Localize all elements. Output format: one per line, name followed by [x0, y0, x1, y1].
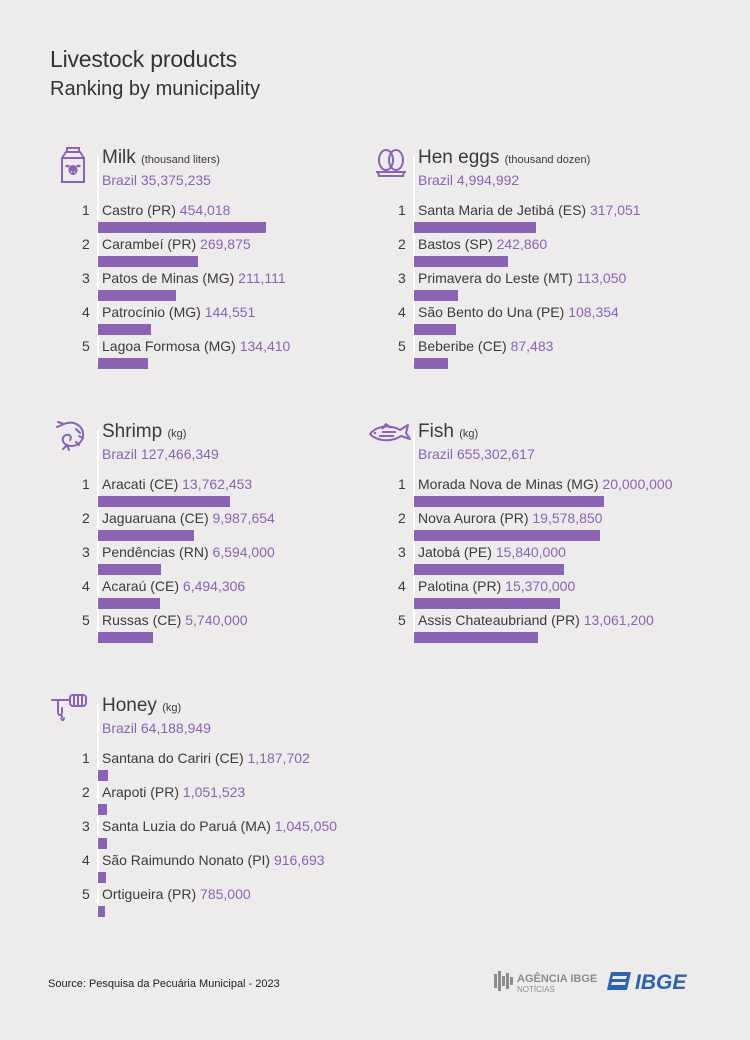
bar — [98, 256, 198, 267]
data-label: 20,000,000 — [602, 476, 673, 492]
panel-unit: (thousand dozen) — [504, 154, 591, 166]
panel-milk — [50, 142, 370, 372]
rank-number: 3 — [398, 544, 406, 560]
data-label: 108,354 — [568, 304, 619, 320]
data-label: 9,987,654 — [212, 510, 275, 526]
list-item — [366, 610, 686, 644]
bar — [98, 358, 148, 369]
data-label: 1,051,523 — [182, 784, 246, 800]
bar — [98, 564, 161, 575]
municipality-name: Castro (PR) — [102, 202, 176, 218]
tick-label — [102, 476, 252, 492]
panel-unit: (kg) — [459, 428, 479, 440]
panel-total: Brazil 64,188,949 — [102, 720, 211, 736]
rank-number: 2 — [82, 510, 90, 526]
bar — [98, 632, 153, 643]
panel-unit: (kg) — [167, 428, 187, 440]
rank-number: 4 — [82, 578, 90, 594]
list-item — [50, 200, 370, 234]
rank-number: 2 — [82, 236, 90, 252]
rank-number: 3 — [82, 544, 90, 560]
list-item — [366, 542, 686, 576]
list-item — [366, 200, 686, 234]
list-item — [50, 576, 370, 610]
municipality-name: Santa Maria de Jetibá (ES) — [418, 202, 587, 218]
tick-label — [102, 578, 245, 594]
panel-title: Honey (kg) — [102, 695, 182, 716]
data-label: 13,762,453 — [182, 476, 253, 492]
data-label: 1,187,702 — [247, 750, 310, 766]
rank-number: 4 — [398, 304, 406, 320]
municipality-name: São Bento do Una (PE) — [418, 304, 565, 320]
bar — [98, 530, 194, 541]
list-item — [366, 268, 686, 302]
tick-label — [418, 338, 553, 354]
tick-label — [102, 236, 251, 252]
panel-unit: (thousand liters) — [141, 154, 220, 166]
panel-title: Milk (thousand liters) — [102, 147, 220, 168]
list-item — [366, 302, 686, 336]
municipality-name: Patos de Minas (MG) — [102, 270, 235, 286]
chart-subtitle: Ranking by municipality — [50, 78, 261, 100]
tick-label — [102, 510, 275, 526]
bar — [414, 358, 448, 369]
panel-honey — [50, 690, 370, 920]
list-item — [366, 336, 686, 370]
rank-number: 4 — [82, 852, 90, 868]
list-item — [50, 234, 370, 268]
municipality-name: Ortigueira (PR) — [102, 886, 197, 902]
data-label: 144,551 — [204, 304, 256, 320]
bar — [414, 324, 456, 335]
municipality-name: Jatobá (PE) — [418, 544, 492, 560]
agencia-logo-text: AGÊNCIA IBGE — [517, 973, 598, 985]
data-label: 13,061,200 — [583, 612, 654, 628]
rank-number: 4 — [82, 304, 90, 320]
data-label: 916,693 — [273, 852, 325, 868]
data-label: 6,594,000 — [212, 544, 275, 560]
panel-total: Brazil 127,466,349 — [102, 446, 219, 462]
list-item — [50, 508, 370, 542]
tick-label — [418, 510, 602, 526]
municipality-name: Arapoti (PR) — [102, 784, 180, 800]
tick-label — [102, 886, 251, 902]
list-item — [366, 474, 686, 508]
rank-number: 2 — [398, 510, 406, 526]
list-item — [366, 234, 686, 268]
tick-label — [418, 236, 547, 252]
data-label: 19,578,850 — [532, 510, 603, 526]
list-item — [50, 268, 370, 302]
list-item — [50, 748, 370, 782]
tick-label — [418, 202, 641, 218]
tick-label — [418, 578, 575, 594]
tick-label — [102, 544, 275, 560]
municipality-name: Palotina (PR) — [418, 578, 502, 594]
rank-number: 3 — [82, 270, 90, 286]
municipality-name: Patrocínio (MG) — [102, 304, 201, 320]
bar — [98, 290, 176, 301]
rank-number: 5 — [82, 612, 90, 628]
rank-number: 5 — [398, 338, 406, 354]
panel-unit: (kg) — [162, 702, 182, 714]
list-item — [50, 542, 370, 576]
list-item — [50, 816, 370, 850]
bar — [414, 530, 600, 541]
municipality-name: Pendências (RN) — [102, 544, 209, 560]
municipality-name: Santana do Cariri (CE) — [102, 750, 244, 766]
bar — [98, 598, 160, 609]
panel-title: Fish (kg) — [418, 421, 479, 442]
eggs-icon — [366, 142, 412, 184]
municipality-name: Acaraú (CE) — [102, 578, 180, 594]
panel-fish — [366, 416, 686, 646]
source-note: Source: Pesquisa da Pecuária Municipal - 2023 — [48, 978, 280, 990]
data-label: 1,045,050 — [274, 818, 338, 834]
tick-label — [102, 852, 325, 868]
municipality-name: Russas (CE) — [102, 612, 182, 628]
rank-number: 5 — [398, 612, 406, 628]
data-label: 87,483 — [510, 338, 554, 354]
data-label: 113,050 — [576, 270, 627, 286]
rank-number: 5 — [82, 886, 90, 902]
tick-label — [418, 304, 619, 320]
rank-number: 1 — [82, 476, 90, 492]
bar — [98, 804, 107, 815]
data-label: 15,370,000 — [505, 578, 576, 594]
tick-label — [102, 818, 337, 834]
bar — [414, 290, 458, 301]
tick-label — [418, 544, 566, 560]
data-label: 5,740,000 — [185, 612, 248, 628]
tick-label — [102, 750, 310, 766]
panel-total: Brazil 655,302,617 — [418, 446, 535, 462]
municipality-name: Primavera do Leste (MT) — [418, 270, 573, 286]
rank-number: 5 — [82, 338, 90, 354]
shrimp-icon — [50, 416, 96, 458]
rank-number: 1 — [82, 202, 90, 218]
list-item — [50, 610, 370, 644]
bar — [414, 564, 564, 575]
panel-hen-eggs — [366, 142, 686, 372]
municipality-name: Lagoa Formosa (MG) — [102, 338, 236, 354]
rank-number: 3 — [82, 818, 90, 834]
bar — [98, 872, 106, 883]
municipality-name: Assis Chateaubriand (PR) — [418, 612, 580, 628]
panel-total: Brazil 4,994,992 — [418, 172, 520, 188]
panel-total: Brazil 35,375,235 — [102, 172, 211, 188]
panel-title: Shrimp (kg) — [102, 421, 187, 442]
panel-title: Hen eggs (thousand dozen) — [418, 147, 591, 168]
list-item — [50, 850, 370, 884]
bar — [98, 770, 108, 781]
tick-label — [102, 338, 290, 354]
municipality-name: Carambeí (PR) — [102, 236, 197, 252]
bar — [98, 906, 105, 917]
municipality-name: Nova Aurora (PR) — [418, 510, 529, 526]
data-label: 211,111 — [238, 270, 286, 286]
bar — [414, 256, 508, 267]
list-item — [50, 302, 370, 336]
bar — [414, 598, 560, 609]
milk-carton-icon — [50, 142, 96, 184]
bar — [414, 496, 604, 507]
data-label: 317,051 — [589, 202, 641, 218]
rank-number: 1 — [398, 202, 406, 218]
tick-label — [102, 784, 245, 800]
bar — [98, 324, 151, 335]
bar — [414, 222, 536, 233]
municipality-name: São Raimundo Nonato (PI) — [102, 852, 271, 868]
municipality-name: Jaguaruana (CE) — [102, 510, 209, 526]
data-label: 269,875 — [200, 236, 251, 252]
agencia-ibge-logo — [492, 968, 598, 996]
bar — [414, 632, 538, 643]
tick-label — [418, 612, 654, 628]
rank-number: 4 — [398, 578, 406, 594]
bar — [98, 496, 230, 507]
rank-number: 3 — [398, 270, 406, 286]
municipality-name: Morada Nova de Minas (MG) — [418, 476, 599, 492]
rank-number: 2 — [82, 784, 90, 800]
ibge-logo-text: IBGE — [635, 971, 687, 994]
bar — [98, 838, 107, 849]
list-item — [366, 576, 686, 610]
ibge-logo — [607, 968, 703, 994]
agencia-logo-subtext: NOTÍCIAS — [517, 985, 555, 994]
tick-label — [102, 304, 255, 320]
tick-label — [102, 202, 230, 218]
list-item — [366, 508, 686, 542]
rank-number: 1 — [82, 750, 90, 766]
data-label: 242,860 — [496, 236, 548, 252]
tick-label — [418, 476, 672, 492]
municipality-name: Beberibe (CE) — [418, 338, 507, 354]
data-label: 785,000 — [200, 886, 251, 902]
data-label: 134,410 — [239, 338, 291, 354]
honey-dipper-icon — [50, 690, 96, 732]
data-label: 6,494,306 — [182, 578, 246, 594]
list-item — [50, 336, 370, 370]
list-item — [50, 782, 370, 816]
data-label: 15,840,000 — [495, 544, 566, 560]
bar — [98, 222, 266, 233]
rank-number: 2 — [398, 236, 406, 252]
list-item — [50, 474, 370, 508]
tick-label — [418, 270, 626, 286]
list-item — [50, 884, 370, 918]
municipality-name: Bastos (SP) — [418, 236, 493, 252]
municipality-name: Santa Luzia do Paruá (MA) — [102, 818, 271, 834]
data-label: 454,018 — [179, 202, 231, 218]
fish-icon — [366, 416, 412, 458]
tick-label — [102, 270, 286, 286]
panel-shrimp — [50, 416, 370, 646]
rank-number: 1 — [398, 476, 406, 492]
chart-title: Livestock products — [50, 46, 237, 72]
municipality-name: Aracati (CE) — [102, 476, 179, 492]
tick-label — [102, 612, 248, 628]
